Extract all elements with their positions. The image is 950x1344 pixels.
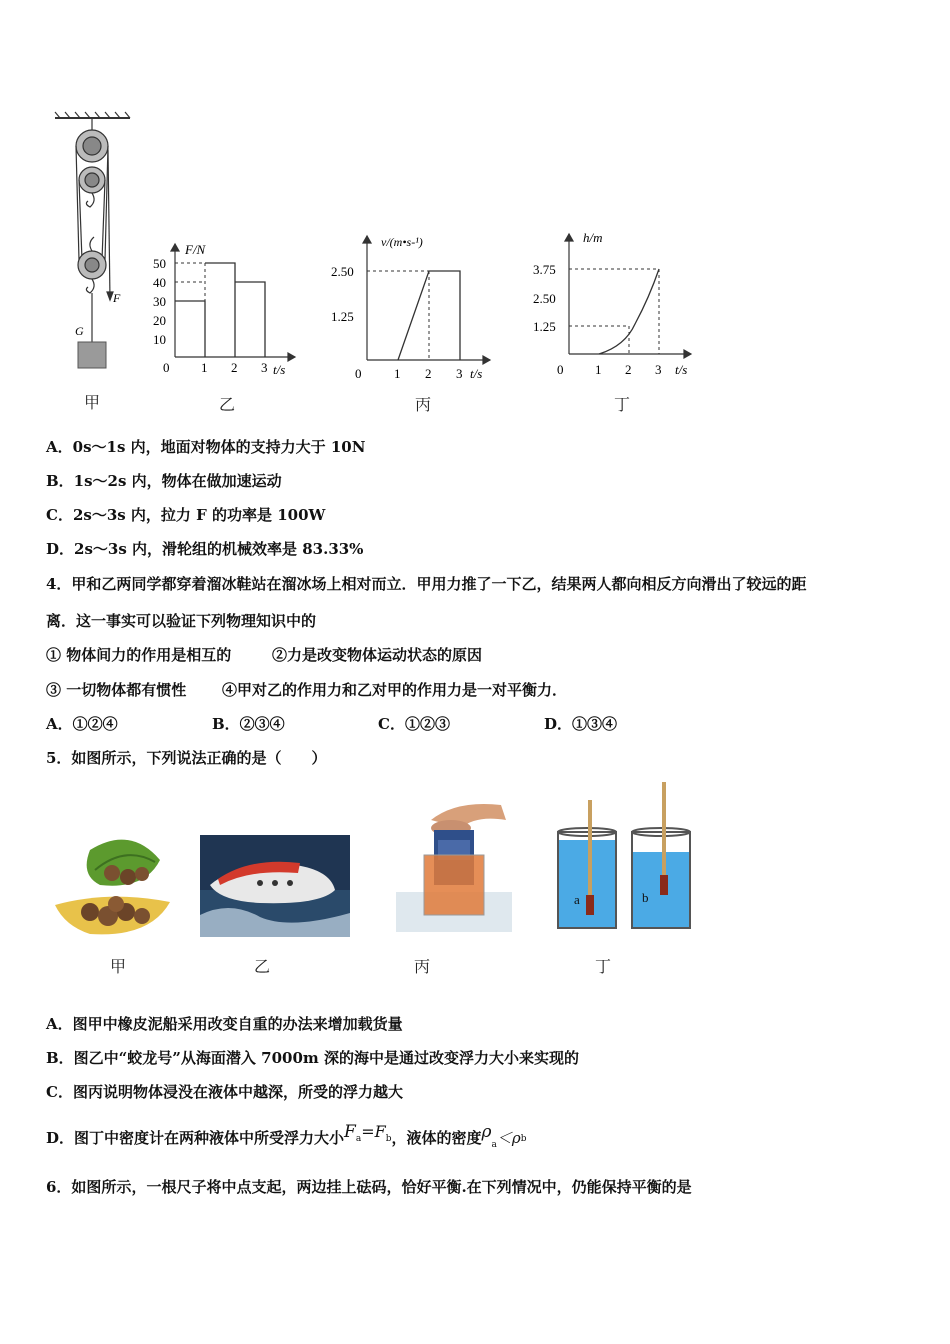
- q4-option-c: C．①②③: [378, 715, 450, 733]
- x-tick: 1: [201, 360, 208, 375]
- formula-rho-sub-a: a: [491, 1140, 497, 1150]
- q5-option-a: A．图甲中橡皮泥船采用改变自重的办法来增加载货量: [46, 1015, 403, 1033]
- caption-jia: 甲: [84, 393, 101, 412]
- q4-item-4: ④甲对乙的作用力和乙对甲的作用力是一对平衡力．: [222, 681, 568, 699]
- formula-sub-b: b: [385, 1134, 392, 1144]
- q5-option-b: B．图乙中“蛟龙号”从海面潜入 7000m 深的海中是通过改变浮力大小来实现的: [46, 1049, 580, 1067]
- submarine-image: [200, 835, 350, 937]
- x-tick: 1: [394, 366, 401, 381]
- formula-lt-rho: ＜ρ: [496, 1129, 521, 1147]
- y-axis-label: h/m: [583, 230, 603, 245]
- q5-caption-bing: 丙: [414, 957, 431, 976]
- q4-option-d: D．①③④: [544, 715, 618, 733]
- y-tick: 2.50: [331, 264, 354, 279]
- height-time-graph: [525, 228, 705, 388]
- x-tick: 0: [355, 366, 362, 381]
- q5-caption-ding: 丁: [595, 957, 612, 976]
- force-time-graph: [145, 232, 305, 382]
- y-axis-label: F/N: [185, 242, 206, 257]
- formula-rho: ρ: [481, 1122, 492, 1142]
- x-axis-label: t/s: [273, 362, 286, 377]
- weight-label: G: [75, 324, 84, 338]
- x-tick: 2: [425, 366, 432, 381]
- formula-rho-sub-b: b: [520, 1134, 527, 1144]
- q4-option-b: B．②③④: [212, 715, 285, 733]
- q4-option-a: A．①②④: [46, 715, 118, 733]
- q3-option-a: A．0s～1s 内，地面对物体的支持力大于 10N: [46, 438, 366, 456]
- x-tick: 2: [625, 362, 632, 377]
- y-tick: 40: [153, 275, 166, 290]
- q5-stem: 5．如图所示，下列说法正确的是（ ）: [46, 749, 327, 767]
- y-tick: 50: [153, 256, 166, 271]
- caption-yi: 乙: [219, 395, 236, 414]
- beaker-label-b: b: [642, 890, 649, 905]
- q5-option-c: C．图丙说明物体浸没在液体中越深，所受的浮力越大: [46, 1083, 403, 1101]
- q3-option-c: C．2s～3s 内，拉力 F 的功率是 100W: [46, 506, 326, 524]
- force-label: F: [113, 291, 121, 305]
- velocity-time-graph: [325, 228, 505, 388]
- immersion-experiment-image: [396, 800, 512, 935]
- q5-option-d-prefix: D．图丁中密度计在两种液体中所受浮力大小: [46, 1129, 345, 1147]
- x-tick: 2: [231, 360, 238, 375]
- y-tick: 1.25: [331, 309, 354, 324]
- y-tick: 20: [153, 313, 166, 328]
- x-tick: 3: [456, 366, 463, 381]
- caption-bing: 丙: [415, 395, 432, 414]
- q4-item-3: ③ 一切物体都有惯性: [46, 681, 187, 699]
- q4-item-1: ① 物体间力的作用是相互的: [46, 646, 232, 664]
- q3-option-d: D．2s～3s 内，滑轮组的机械效率是 83.33%: [46, 540, 364, 558]
- q6-stem: 6．如图所示，一根尺子将中点支起，两边挂上砝码，恰好平衡.在下列情况中，仍能保持平衡的是: [46, 1178, 692, 1196]
- x-axis-label: t/s: [470, 366, 483, 381]
- y-tick: 30: [153, 294, 166, 309]
- x-axis-label: t/s: [675, 362, 688, 377]
- x-tick: 1: [595, 362, 602, 377]
- y-tick: 2.50: [533, 291, 556, 306]
- hydrometer-beakers-image: [552, 780, 702, 935]
- pulley-figure: [50, 110, 140, 370]
- formula-f: F: [344, 1122, 356, 1142]
- q5-caption-yi: 乙: [254, 957, 271, 976]
- q5-option-d-middle: ，液体的密度: [391, 1129, 482, 1147]
- beaker-label-a: a: [574, 892, 580, 907]
- q5-caption-jia: 甲: [110, 957, 127, 976]
- y-axis-label: v/(m•s-¹): [381, 235, 423, 249]
- y-tick: 3.75: [533, 262, 556, 277]
- q3-option-b: B．1s～2s 内，物体在做加速运动: [46, 472, 282, 490]
- y-tick: 1.25: [533, 319, 556, 334]
- q4-item-2: ②力是改变物体运动状态的原因: [272, 646, 483, 664]
- x-tick: 3: [655, 362, 662, 377]
- x-tick: 3: [261, 360, 268, 375]
- formula-eq-f: =F: [361, 1122, 386, 1141]
- q5-option-d: [46, 1122, 527, 1150]
- caption-ding: 丁: [614, 395, 631, 414]
- plasticine-boat-image: [50, 830, 175, 942]
- x-tick: 0: [163, 360, 170, 375]
- formula-sub-a: a: [355, 1134, 362, 1144]
- y-tick: 10: [153, 332, 166, 347]
- x-tick: 0: [557, 362, 564, 377]
- q4-stem-line2: 离．这一事实可以验证下列物理知识中的: [46, 612, 317, 630]
- q4-stem-line1: 4．甲和乙两同学都穿着溜冰鞋站在溜冰场上相对而立．甲用力推了一下乙，结果两人都向相反方向滑出了较远的距: [46, 575, 807, 593]
